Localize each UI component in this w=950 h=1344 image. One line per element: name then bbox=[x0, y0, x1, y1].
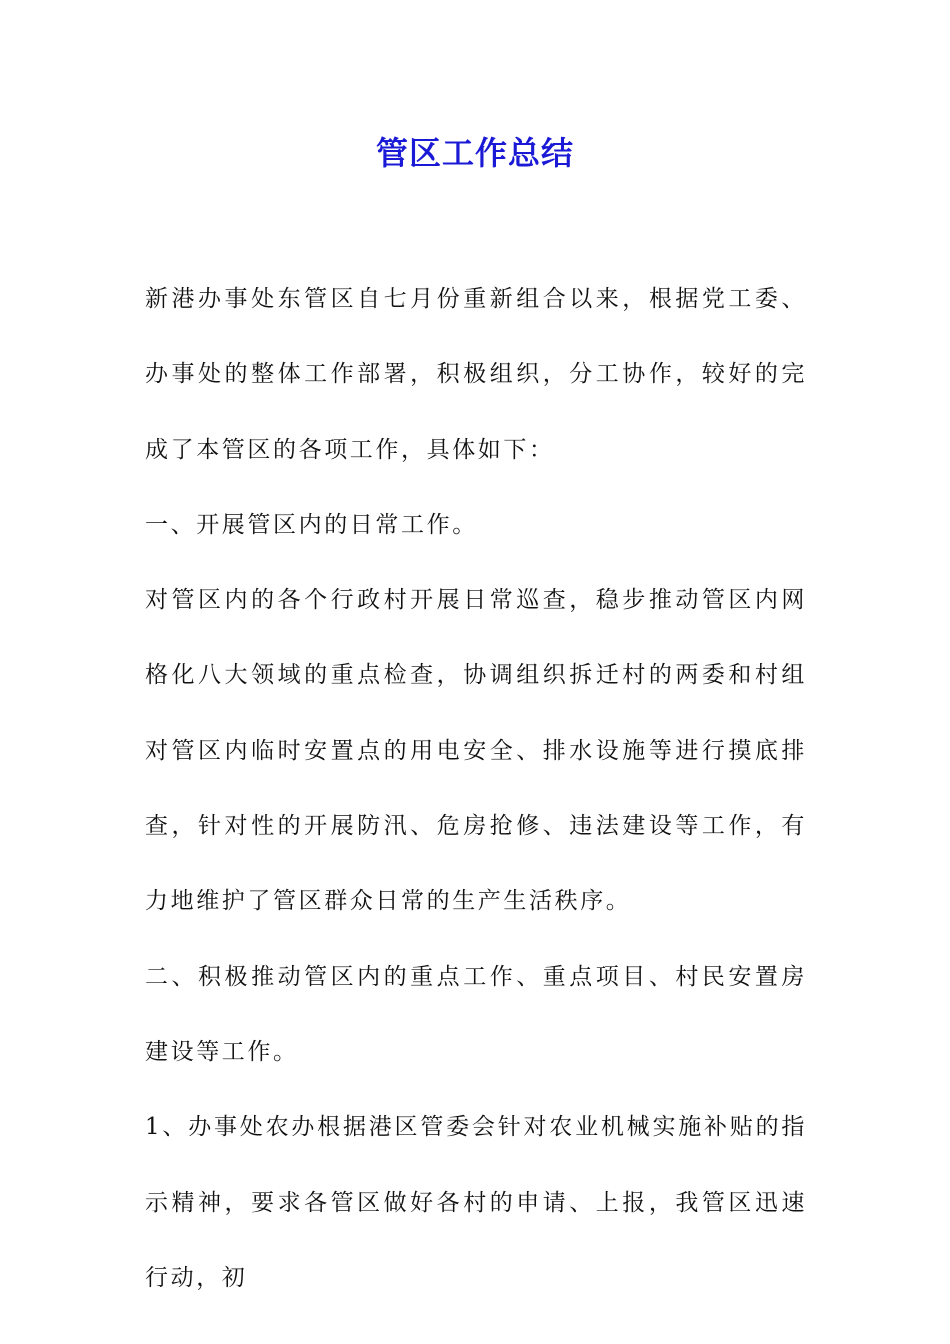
paragraph-subsidy: 1、办事处农办根据港区管委会针对农业机械实施补贴的指示精神，要求各管区做好各村的申请、上报，我管区迅速行动，初 bbox=[145, 1114, 807, 1291]
document-title: 管区工作总结 bbox=[375, 134, 574, 172]
paragraph-intro: 新港办事处东管区自七月份重新组合以来，根据党工委、办事处的整体工作部署，积极组织，分工协作，较好的完成了本管区的各项工作，具体如下： bbox=[145, 286, 807, 463]
document-body bbox=[145, 262, 807, 1316]
section-heading-1: 一、开展管区内的日常工作。 bbox=[145, 511, 478, 538]
section-heading-2: 二、积极推动管区内的重点工作、重点项目、村民安置房建设等工作。 bbox=[145, 963, 807, 1065]
paragraph-daily-work: 对管区内的各个行政村开展日常巡查，稳步推动管区内网格化八大领域的重点检查，协调组织拆迁村的两委和村组对管区内临时安置点的用电安全、排水设施等进行摸底排查，针对性的开展防汛、危房抢修、违法建设等工作，有力地维护了管区群众日常的生产生活秩序。 bbox=[145, 587, 807, 915]
